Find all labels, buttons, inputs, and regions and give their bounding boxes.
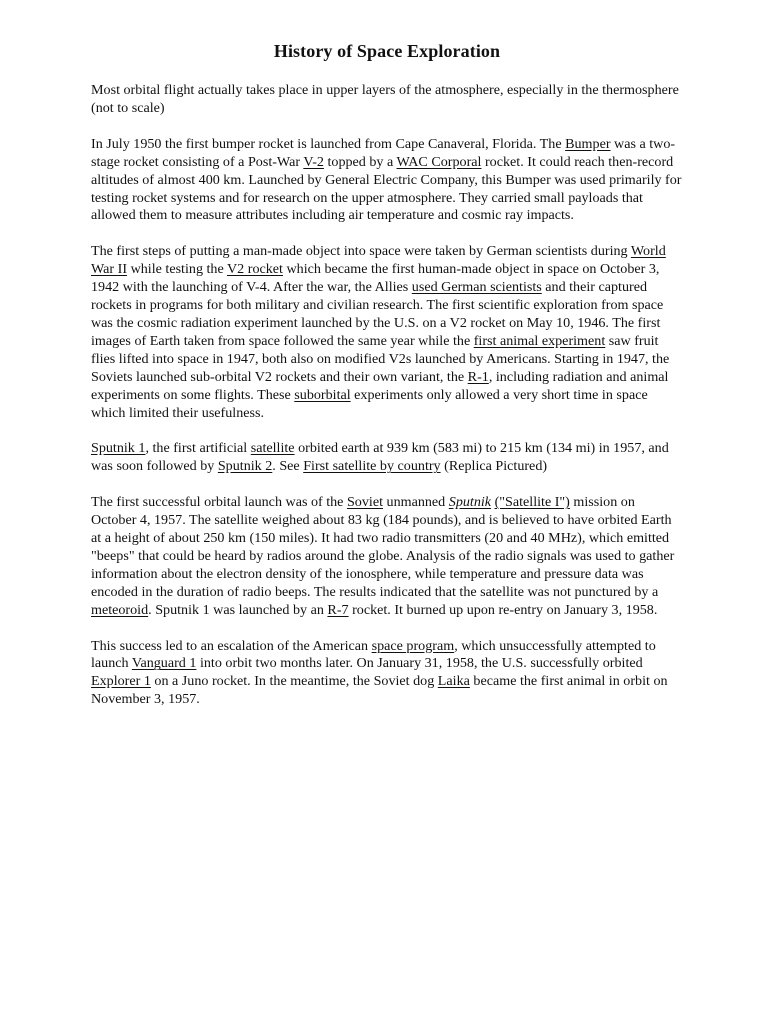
text-run: , which unsuccessfully attempted to launch — [91, 637, 656, 672]
text-run: . Sputnik 1 was launched by an — [148, 601, 328, 618]
link-suborbital[interactable]: suborbital — [294, 386, 351, 403]
link-vanguard-1[interactable]: Vanguard 1 — [131, 655, 197, 672]
text-run: The first steps of putting a man-made object into space were taken by German scientists during — [91, 243, 631, 260]
link-r-7[interactable]: R-7 — [327, 601, 349, 618]
link-v-2[interactable]: V-2 — [303, 153, 324, 170]
paragraph-intro: Most orbital flight actually takes place in upper layers of the atmosphere, especially in the thermosphere (not to scale) — [91, 82, 679, 116]
paragraph-bumper — [91, 136, 683, 226]
text-run: mission on October 4, 1957. The satellite weighed about 83 kg (184 pounds), and is believed to have orbited Earth at a height of about 250 km (150 miles). It had two radio transmitters (20 and 40 MHz), which emitted "beeps" that could be heard by radios around the globe. Analysis of the radio signals was used to gather information about the electron density of the ionosphere, while temperature and pressure data was encoded in the duration of radio beeps. The results indicated that the satellite was not punctured by a — [91, 494, 675, 600]
link-satellite-i[interactable]: ("Satellite I") — [494, 494, 570, 511]
link-sputnik-2[interactable]: Sputnik 2 — [217, 458, 273, 475]
link-first-animal-experiment[interactable]: first animal experiment — [473, 332, 606, 349]
link-bumper[interactable]: Bumper — [565, 135, 611, 152]
text-run: unmanned — [383, 494, 449, 511]
document-page — [91, 40, 683, 727]
link-used-german-scientists[interactable]: used German scientists — [411, 279, 542, 296]
link-r-1[interactable]: R-1 — [467, 368, 489, 385]
text-run: The first successful orbital launch was of the — [91, 494, 347, 511]
link-meteoroid[interactable]: meteoroid — [91, 601, 149, 618]
link-first-satellite-by-country[interactable]: First satellite by country — [303, 458, 441, 475]
paragraph-orbital-launch — [91, 494, 683, 619]
link-soviet[interactable]: Soviet — [346, 494, 383, 511]
text-run: , the first artificial — [145, 440, 251, 457]
text-run: while testing the — [127, 261, 227, 278]
text-run: orbited earth at 939 km (583 mi) to 215 km (134 mi) in 1957, and was soon followed by — [91, 440, 669, 475]
text-run: into orbit two months later. On January 31, 1958, the U.S. successfully orbited — [196, 655, 643, 672]
document-title: History of Space Exploration — [273, 41, 501, 61]
text-run: . See — [272, 458, 304, 475]
text-run: rocket. It burned up upon re-entry on January 3, 1958. — [348, 601, 658, 618]
link-wac-corporal[interactable]: WAC Corporal — [396, 153, 482, 170]
text-run: (Replica Pictured) — [440, 458, 548, 475]
text-run: rocket. It could reach then-record altitudes of almost 400 km. Launched by General Electric Company, this Bumper was used primarily for testing rocket systems and for research on the upper atmosphere. They carried small payloads that allowed them to measure attributes including air temperature and cosmic ray impacts. — [91, 153, 682, 224]
text-run: In July 1950 the first bumper rocket is launched from Cape Canaveral, Florida. The — [91, 135, 566, 152]
text-run: was a two-stage rocket consisting of a Post-War — [91, 135, 676, 170]
text-run: on a Juno rocket. In the meantime, the Soviet dog — [150, 673, 438, 690]
link-sputnik-1[interactable]: Sputnik 1 — [91, 440, 146, 457]
link-laika[interactable]: Laika — [437, 673, 470, 690]
text-run: experiments only allowed a very short time in space which limited their usefulness. — [91, 386, 648, 421]
link-satellite[interactable]: satellite — [250, 440, 295, 457]
paragraph-german-scientists — [91, 243, 683, 422]
link-explorer-1[interactable]: Explorer 1 — [91, 673, 151, 690]
link-v2-rocket[interactable]: V2 rocket — [227, 261, 283, 278]
paragraph-american-program — [91, 638, 683, 710]
link-sputnik[interactable]: Sputnik — [448, 494, 492, 511]
text-run: saw fruit flies lifted into space in 1947, both also on modified V2s launched by Americans. Starting in 1947, the Soviets launched sub-orbital V2 rockets and their own variant, the — [91, 332, 670, 385]
text-run: and their captured rockets in programs for both military and civilian research. The first scientific exploration from space was the cosmic radiation experiment launched by the U.S. on a V2 rocket on May 10, 1946. The first images of Earth taken from space followed the same year while the — [91, 279, 664, 349]
link-world-war-ii[interactable]: World War II — [91, 243, 666, 278]
text-run: topped by a — [323, 153, 397, 170]
text-run: , including radiation and animal experiments on some flights. These — [91, 368, 669, 403]
link-space-program[interactable]: space program — [371, 637, 455, 654]
text-run: became the first animal in orbit on November 3, 1957. — [91, 673, 668, 708]
paragraph-sputnik-1 — [91, 440, 683, 476]
text-run: which became the first human-made object in space on October 3, 1942 with the launching of V-4. After the war, the Allies — [91, 261, 660, 296]
text-run: This success led to an escalation of the American — [91, 637, 372, 654]
